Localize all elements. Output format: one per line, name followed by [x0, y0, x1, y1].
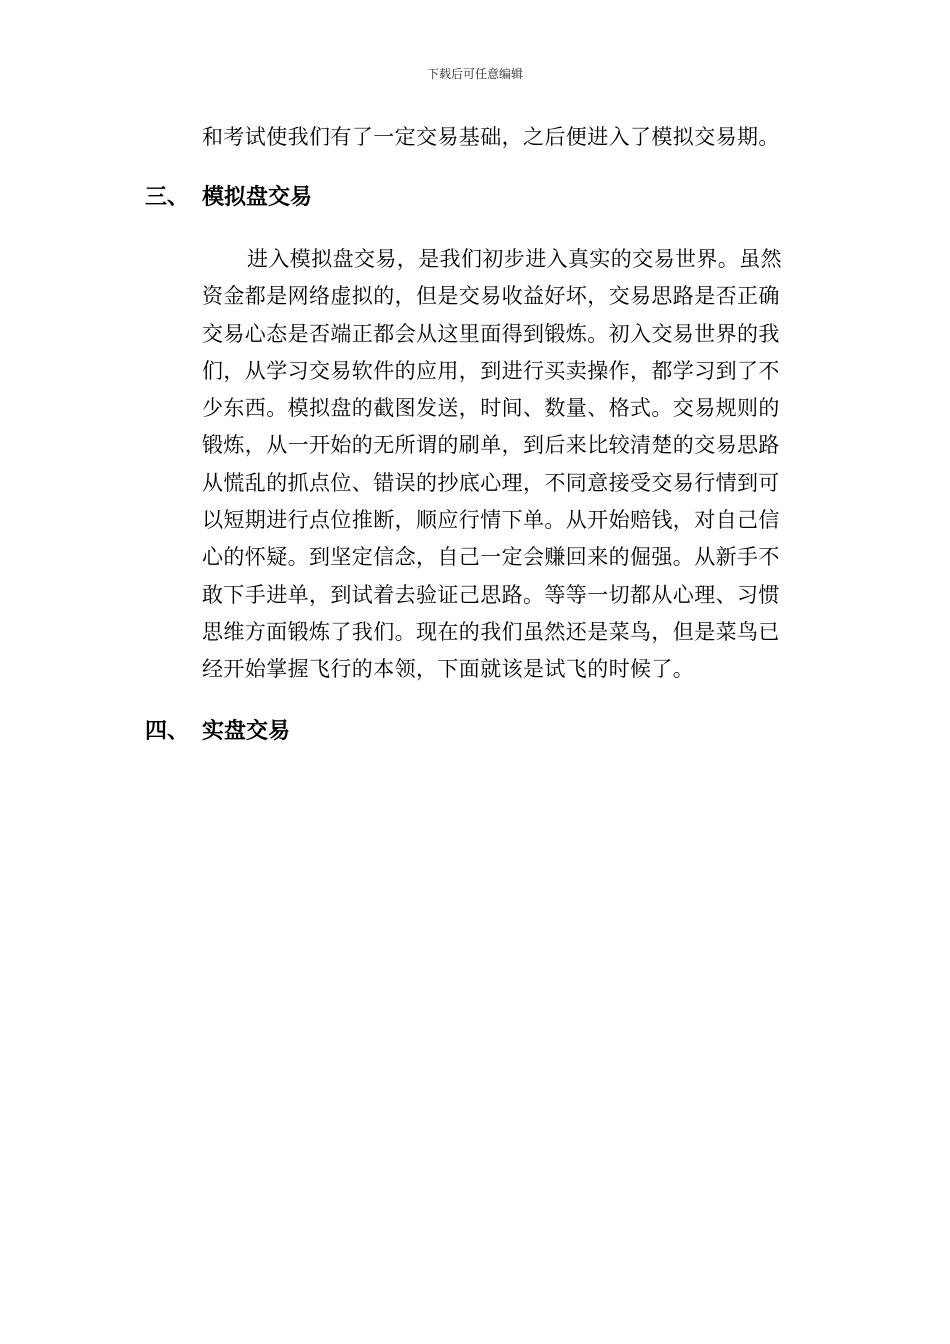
header-note: 下载后可任意编辑: [426, 67, 523, 81]
section-heading-4: [145, 718, 290, 746]
section-heading-3: [145, 184, 312, 212]
paragraph-simulated-trading: [202, 246, 812, 694]
paragraph-line: 锻炼，从一开始的无所谓的刷单，到后来比较清楚的交易思路: [202, 433, 780, 458]
paragraph-line: 少东西。模拟盘的截图发送，时间、数量、格式。交易规则的: [202, 396, 780, 421]
paragraph-line: 从慌乱的抓点位、错误的抄底心理，不同意接受交易行情到可: [202, 470, 780, 495]
paragraph-line: 们，从学习交易软件的应用，到进行买卖操作，都学习到了不: [202, 358, 780, 383]
paragraph-line: 资金都是网络虚拟的，但是交易收益好坏，交易思路是否正确: [202, 284, 780, 309]
paragraph-line: 思维方面锻炼了我们。现在的我们虽然还是菜鸟，但是菜鸟已: [202, 619, 780, 644]
paragraph-line: 心的怀疑。到坚定信念，自己一定会赚回来的倔强。从新手不: [202, 545, 780, 570]
section-title: 模拟盘交易: [202, 185, 313, 210]
paragraph-line: 进入模拟盘交易，是我们初步进入真实的交易世界。虽然: [247, 247, 782, 271]
paragraph-line: 经开始掌握飞行的本领，下面就该是试飞的时候了。: [202, 657, 695, 682]
paragraph-line: 敢下手进单，到试着去验证己思路。等等一切都从心理、习惯: [202, 582, 780, 607]
section-title: 实盘交易: [202, 719, 291, 744]
section-number: 四、: [145, 719, 190, 744]
continuation-line: 和考试使我们有了一定交易基础，之后便进入了模拟交易期。: [202, 125, 780, 149]
paragraph-line: 交易心态是否端正都会从这里面得到锻炼。初入交易世界的我: [202, 321, 780, 346]
paragraph-line: 以短期进行点位推断，顺应行情下单。从开始赔钱，对自己信: [202, 508, 780, 533]
section-number: 三、: [145, 185, 190, 210]
